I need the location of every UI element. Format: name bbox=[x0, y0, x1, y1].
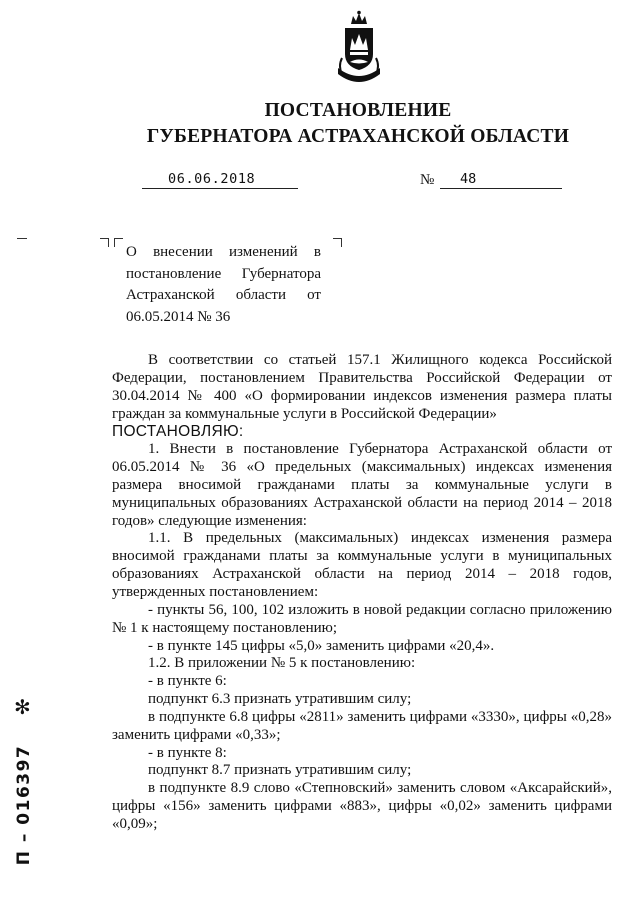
number-field bbox=[440, 170, 562, 189]
item-1: 1. Внести в постановление Губернатора Астраханской области от 06.05.2014 № 36 «О предельных (максимальных) индексах изменения размера вносимой гражданами платы за коммунальные услуги в муниципальных образованиях Астраханской области на период 2014 – 2018 годов» следующие изменения: bbox=[112, 441, 612, 529]
number-sign: № bbox=[420, 172, 435, 188]
registration-number: П – 016397 bbox=[14, 744, 34, 866]
side-mark-icon: ✻ bbox=[14, 695, 31, 719]
document-type-title: ПОСТАНОВЛЕНИЕ bbox=[264, 100, 452, 121]
issuer-title: ГУБЕРНАТОРА АСТРАХАНСКОЙ ОБЛАСТИ bbox=[146, 126, 570, 147]
corner-mark bbox=[333, 238, 342, 247]
item-1-1: 1.1. В предельных (максимальных) индексах изменения размера вносимой гражданами платы за коммунальные услуги в муниципальных образованиях Астраханской области на период 2014 – 2018 годов, утвержденных постановлением: bbox=[112, 530, 612, 600]
item-1-2: 1.2. В приложении № 5 к постановлению: bbox=[148, 655, 416, 672]
registration-stamp bbox=[0, 745, 44, 865]
point-6: - в пункте 6: bbox=[148, 673, 227, 690]
corner-mark bbox=[114, 238, 123, 247]
subpoint-8-9: в подпункте 8.9 слово «Степновский» заменить словом «Аксарайский», цифры «156» заменить цифрами «883», цифры «0,02» заменить цифрами «0,09»; bbox=[112, 780, 612, 832]
subpoint-6-8: в подпункте 6.8 цифры «2811» заменить цифрами «3330», цифры «0,28» заменить цифрами «0,33»; bbox=[112, 708, 612, 743]
document-subject: О внесении изменений в постановление Губернатора Астраханской области от 06.05.2014 № 36 bbox=[126, 244, 321, 325]
margin-mark bbox=[17, 238, 27, 239]
resolve-heading: ПОСТАНОВЛЯЮ: bbox=[112, 423, 244, 441]
item-1-1-b: - в пункте 145 цифры «5,0» заменить цифрами «20,4». bbox=[148, 637, 495, 654]
coat-of-arms-icon bbox=[328, 10, 390, 92]
document-body bbox=[112, 352, 612, 834]
corner-mark bbox=[100, 238, 109, 247]
preamble: В соответствии со статьей 157.1 Жилищного кодекса Российской Федерации, постановлением Правительства Российской Федерации от 30.04.2014 № 400 «О формировании индексов изменения размера платы граждан за коммунальные услуги в Российской Федерации» bbox=[112, 352, 612, 422]
subpoint-8-7: подпункт 8.7 признать утратившим силу; bbox=[148, 762, 412, 779]
document-number: 48 bbox=[460, 171, 477, 187]
date-field bbox=[142, 170, 298, 189]
document-date: 06.06.2018 bbox=[168, 171, 256, 187]
point-8: - в пункте 8: bbox=[148, 744, 227, 761]
item-1-1-a: - пункты 56, 100, 102 изложить в новой редакции согласно приложению № 1 к настоящему постановлению; bbox=[112, 601, 612, 636]
subpoint-6-3: подпункт 6.3 признать утратившим силу; bbox=[148, 691, 412, 708]
